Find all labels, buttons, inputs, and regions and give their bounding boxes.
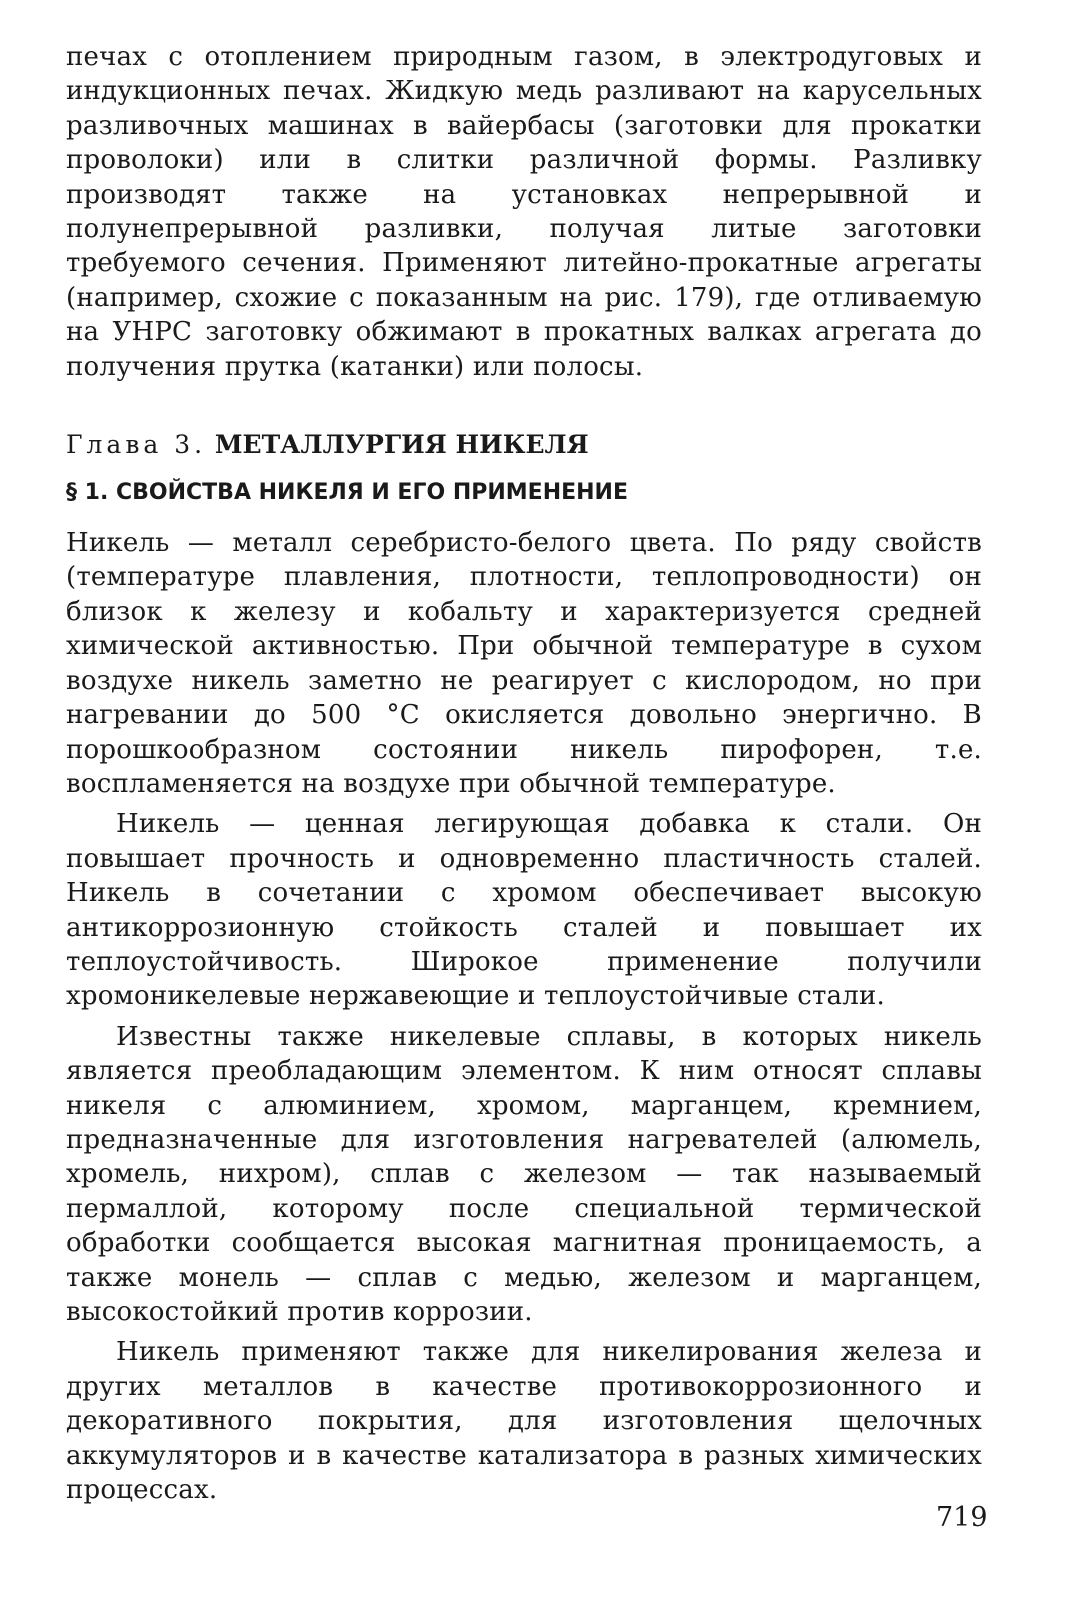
section-heading [66, 478, 982, 508]
paragraph-properties: Никель — металл серебристо-белого цвета. По ряду свойств (температуре плавления, плотности, теплопроводности) он близок к железу и кобальту и характеризуется средней химической активностью. При обычной температуре в сухом воздухе никель заметно не реагирует с кислородом, но при нагревании до 500 °С окисляется довольно энергично. В порошкообразном состоянии никель пирофорен, т.е. воспламеняется на воздухе при обычной температуре. [66, 528, 982, 799]
paragraph-alloying: Никель — ценная легирующая добавка к стали. Он повышает прочность и одновременно пластичность сталей. Никель в сочетании с хромом обеспечивает высокую антикоррозионную стойкость сталей и повышает их теплоустойчивость. Широкое применение получили хромоникелевые нержавеющие и теплоустойчивые стали. [66, 809, 982, 1012]
section-title: СВОЙСТВА НИКЕЛЯ И ЕГО ПРИМЕНЕНИЕ [116, 480, 628, 506]
page-body [66, 40, 982, 1507]
page-number: 719 [936, 1502, 988, 1533]
paragraph-alloys: Известны также никелевые сплавы, в которых никель является преобладающим элементом. К ним относят сплавы никеля с алюминием, хромом, марганцем, кремнием, предназначенные для изготовления нагревателей (алюмель, хромель, нихром), сплав с железом — так называемый пермаллой, которому после специальной термической обработки сообщается высокая магнитная проницаемость, а также монель — сплав с медью, железом и марганцем, высокостойкий против коррозии. [66, 1021, 982, 1327]
chapter-label: Глава 3. [66, 430, 207, 460]
chapter-heading [66, 428, 982, 462]
continuation-paragraph: печах с отоплением природным газом, в электродуговых и индукционных печах. Жидкую медь разливают на карусельных разливочных машинах в вайербасы (заготовки для прокатки проволоки) или в слитки различной формы. Разливку производят также на установках непрерывной и полунепрерывной разливки, получая литые заготовки требуемого сечения. Применяют литейно-прокатные агрегаты (например, схожие с показанным на рис. 179), где отливаемую на УНРС заготовку обжимают в прокатных валках агрегата до получения прутка (катанки) или полосы. [66, 42, 982, 382]
paragraph-applications: Никель применяют также для никелирования железа и других металлов в качестве противокоррозионного и декоративного покрытия, для изготовления щелочных аккумуляторов и в качестве катализатора в разных химических процессах. [66, 1337, 982, 1506]
chapter-title: МЕТАЛЛУРГИЯ НИКЕЛЯ [214, 430, 589, 460]
section-number: § 1. [66, 480, 109, 506]
